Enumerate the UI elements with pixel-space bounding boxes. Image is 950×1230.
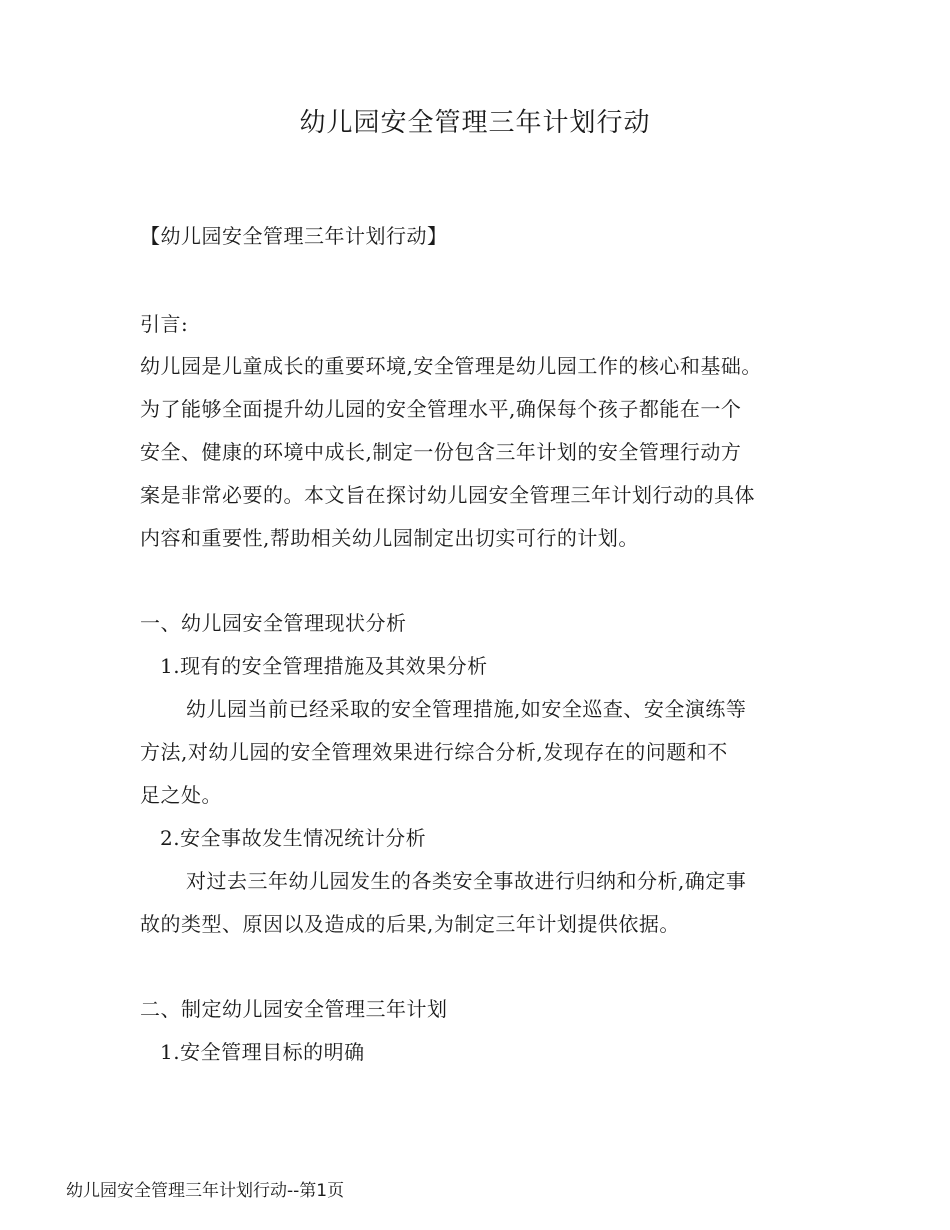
subsection-heading: 1.安全管理目标的明确: [160, 1040, 365, 1064]
paragraph-line: 方法,对幼儿园的安全管理效果进行综合分析,发现存在的问题和不: [140, 740, 728, 764]
intro-label: 引言:: [140, 312, 189, 336]
page-footer: 幼儿园安全管理三年计划行动--第1页: [66, 1181, 345, 1201]
intro-line: 为了能够全面提升幼儿园的安全管理水平,确保每个孩子都能在一个: [140, 397, 742, 421]
section-heading: 二、制定幼儿园安全管理三年计划: [140, 997, 448, 1021]
intro-line: 幼儿园是儿童成长的重要环境,安全管理是幼儿园工作的核心和基础。: [140, 354, 762, 378]
paragraph-line: 故的类型、原因以及造成的后果,为制定三年计划提供依据。: [140, 912, 680, 936]
paragraph-line: 足之处。: [140, 783, 222, 807]
document-title: 幼儿园安全管理三年计划行动: [299, 108, 651, 138]
paragraph-line: 幼儿园当前已经采取的安全管理措施,如安全巡查、安全演练等: [186, 697, 747, 721]
subsection-heading: 2.安全事故发生情况统计分析: [160, 826, 427, 850]
subsection-heading: 1.现有的安全管理措施及其效果分析: [160, 654, 488, 678]
paragraph-line: 对过去三年幼儿园发生的各类安全事故进行归纳和分析,确定事: [186, 869, 747, 893]
intro-line: 案是非常必要的。本文旨在探讨幼儿园安全管理三年计划行动的具体: [140, 483, 755, 507]
document-subtitle: 【幼儿园安全管理三年计划行动】: [140, 224, 448, 248]
intro-line: 内容和重要性,帮助相关幼儿园制定出切实可行的计划。: [140, 526, 639, 550]
section-heading: 一、幼儿园安全管理现状分析: [140, 611, 407, 635]
intro-line: 安全、健康的环境中成长,制定一份包含三年计划的安全管理行动方: [140, 440, 742, 464]
